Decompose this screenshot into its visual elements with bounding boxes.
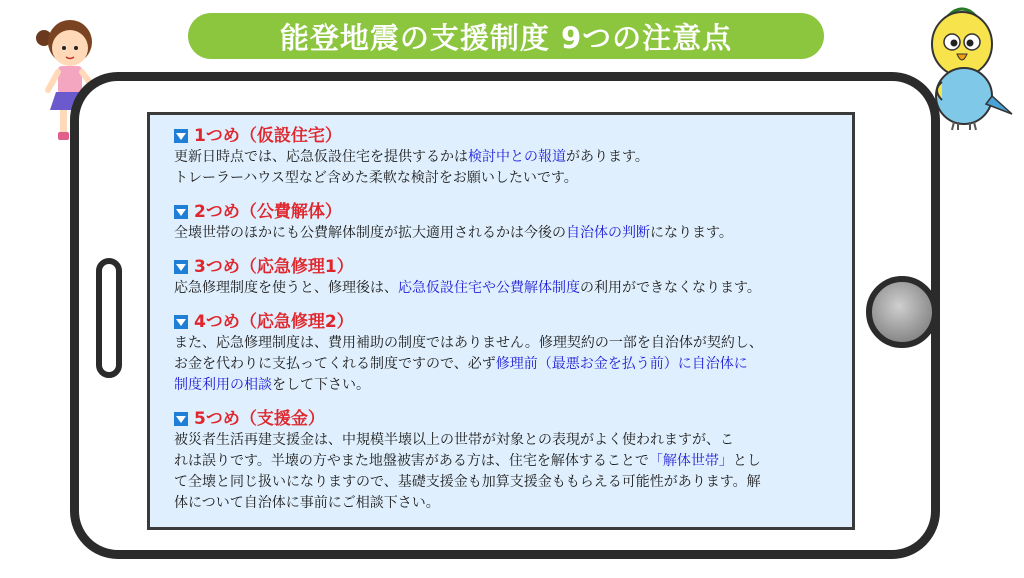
section-heading: 4つめ（応急修理2） <box>194 312 354 332</box>
highlight-text: 自治体の判断 <box>566 225 650 241</box>
section-heading: 3つめ（応急修理1） <box>194 257 354 277</box>
highlight-text: 「解体世帯」 <box>648 453 733 469</box>
section-body: 更新日時点では、応急仮設住宅を提供するかは検討中との報道があります。 トレーラーハウス型など含めた柔軟な検討をお願いしたいです。 <box>174 149 649 186</box>
section-4 <box>174 311 852 396</box>
phone-screen <box>147 112 855 530</box>
triangle-down-icon <box>174 205 188 219</box>
triangle-down-icon <box>174 412 188 426</box>
highlight-text: 修理前（最悪お金を払う前）に自治体に 制度利用の相談 <box>174 356 748 393</box>
highlight-text: 応急仮設住宅や公費解体制度 <box>398 280 580 296</box>
highlight-text: 検討中との報道 <box>468 149 566 165</box>
section-body: 全壊世帯のほかにも公費解体制度が拡大適用されるかは今後の自治体の判断になります。 <box>174 225 733 241</box>
section-body: 被災者生活再建支援金は、中規模半壊以上の世帯が対象との表現がよく使われますが、こ れは誤りです。半壊の方やまた地盤被害がある方は、住宅を解体することで「解体世帯」とし て全壊と同じ扱いになりますので、基礎支援金も加算支援金ももらえる可能性があります。解 体について自治体に事前にご相談下さい。 <box>174 432 761 511</box>
section-3 <box>174 256 852 299</box>
section-2 <box>174 201 852 244</box>
section-1 <box>174 125 852 189</box>
triangle-down-icon <box>174 260 188 274</box>
phone-side-button <box>96 258 122 378</box>
triangle-down-icon <box>174 315 188 329</box>
section-body: また、応急修理制度は、費用補助の制度ではありません。修理契約の一部を自治体が契約し、 お金を代わりに支払ってくれる制度ですので、必ず修理前（最悪お金を払う前）に自治体に 制度利用の相談をして下さい。 <box>174 335 763 393</box>
section-heading: 5つめ（支援金） <box>194 409 325 429</box>
page-title: 能登地震の支援制度 9つの注意点 <box>188 13 824 59</box>
section-heading: 2つめ（公費解体） <box>194 202 342 222</box>
section-5 <box>174 408 852 514</box>
section-heading: 1つめ（仮設住宅） <box>194 126 342 146</box>
section-body: 応急修理制度を使うと、修理後は、応急仮設住宅や公費解体制度の利用ができなくなります。 <box>174 280 761 296</box>
phone-home-button <box>866 276 938 348</box>
triangle-down-icon <box>174 129 188 143</box>
